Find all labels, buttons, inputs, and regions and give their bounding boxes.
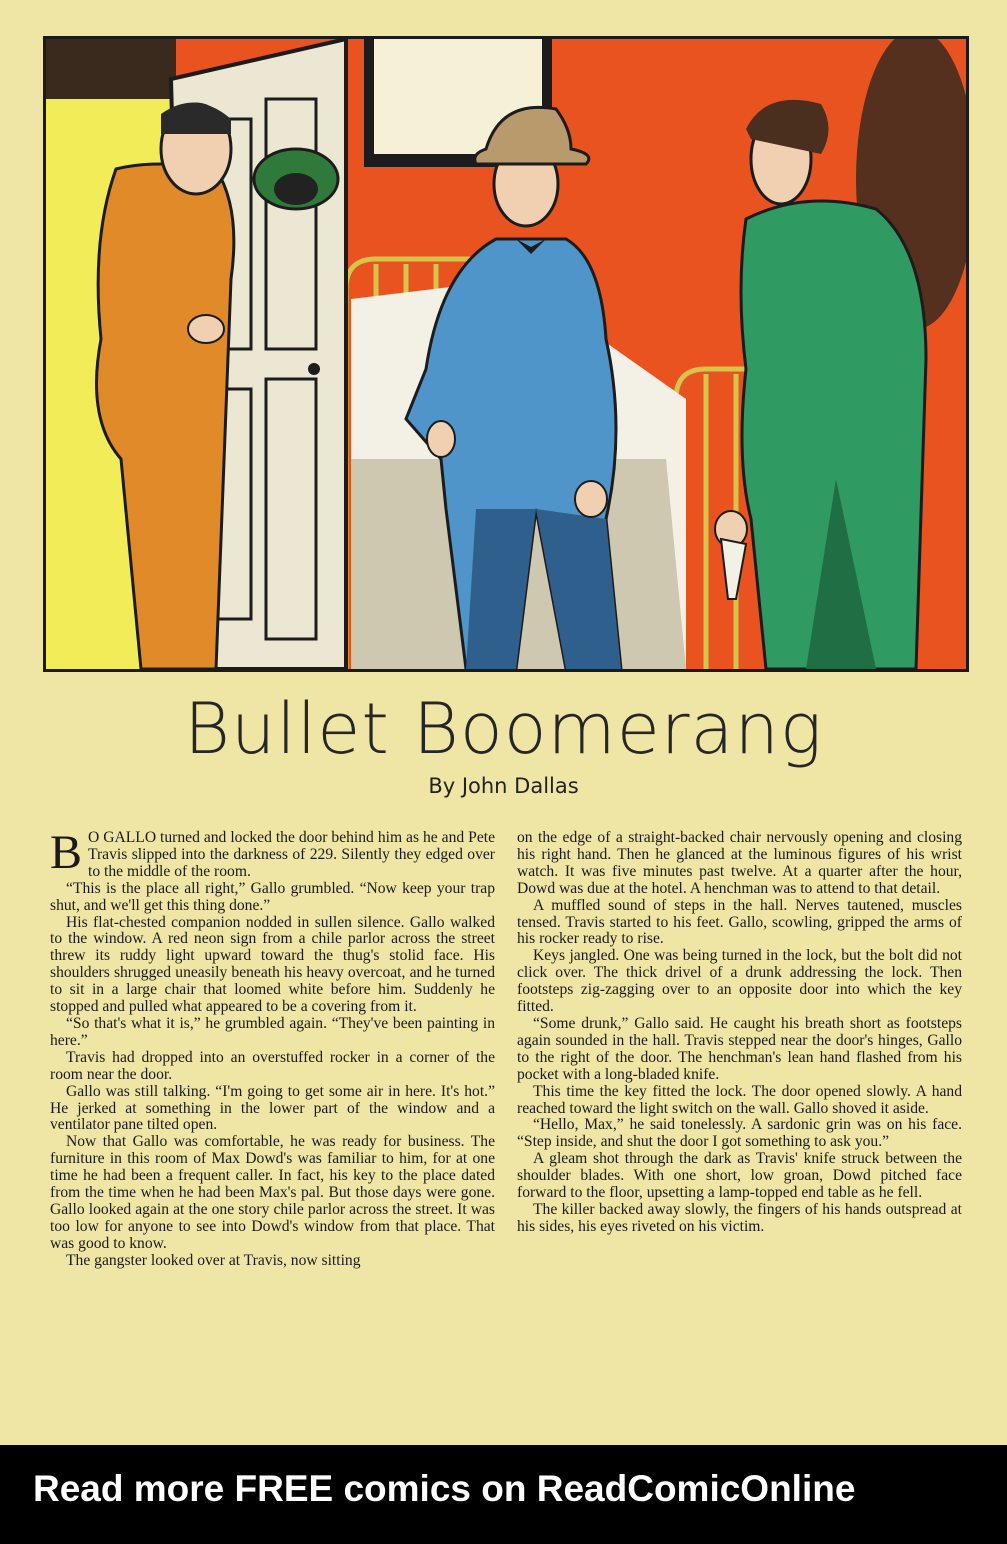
story-illustration bbox=[43, 36, 969, 672]
paragraph: Now that Gallo was comfortable, he was ready for business. The furniture in this room of Max Dowd's was familiar to him, for at one time he had been a frequent caller. In fact, his key to the place dated from the time when he had been Max's pal. But those days were gone. Gallo looked again at the one story chile parlor across the street. It was too low for anyone to see into Dowd's window from that place. That was good to know. bbox=[50, 1133, 495, 1252]
left-text-column bbox=[50, 826, 495, 1270]
paragraph: “Hello, Max,” he said tonelessly. A sardonic grin was on his face. “Step inside, and shut the door I got something to ask you.” bbox=[517, 1116, 962, 1151]
paragraph: A gleam shot through the dark as Travis' knife struck between the shoulder blades. With one short, low groan, Dowd pitched face forward to the floor, upsetting a lamp-topped end table as he fell. bbox=[517, 1150, 962, 1202]
paragraph: “Some drunk,” Gallo said. He caught his breath short as footsteps again sounded in the hall. Travis stepped near the door's hinges, Gallo to the right of the door. The henchman's lean hand flashed from his pocket with a long-bladed knife. bbox=[517, 1014, 962, 1083]
paragraph: Keys jangled. One was being turned in the lock, but the bolt did not click over. The thick drivel of a drunk addressing the lock. Then footsteps zig-zagging over to an opposite door into which the key fitted. bbox=[517, 947, 962, 1016]
paragraph: Travis had dropped into an overstuffed rocker in a corner of the room near the door. bbox=[50, 1048, 495, 1083]
drop-cap: B bbox=[50, 826, 83, 879]
paragraph: “This is the place all right,” Gallo grumbled. “Now keep your trap shut, and we'll get this thing done.” bbox=[50, 879, 495, 914]
paragraph: This time the key fitted the lock. The door opened slowly. A hand reached toward the light switch on the wall. Gallo shoved it aside. bbox=[517, 1082, 962, 1117]
paragraph: The killer backed away slowly, the fingers of his hands outspread at his sides, his eyes riveted on his victim. bbox=[517, 1200, 962, 1235]
paragraph: on the edge of a straight-backed chair nervously opening and closing his right hand. Then he glanced at the luminous figures of his wrist watch. It was five minutes past twelve. At a quarter after the hour, Dowd was due at the hotel. A henchman was to attend to that detail. bbox=[517, 829, 962, 897]
held-hat bbox=[254, 149, 338, 209]
paragraph: Gallo was still talking. “I'm going to get some air in here. It's hot.” He jerked at something in the lower part of the window and a ventilator pane tilted open. bbox=[50, 1082, 495, 1134]
story-title: Bullet Boomerang bbox=[184, 688, 823, 770]
paragraph: His flat-chested companion nodded in sullen silence. Gallo walked to the window. A red neon sign from a chile parlor across the street threw its ruddy light upward toward the thug's stolid face. His shoulders shrugged uneasily beneath his heavy overcoat, and he turned to sit in a large chair that loomed white before him. Suddenly he stopped and pulled what appeared to be a covering from it. bbox=[50, 913, 495, 1016]
story-byline: By John Dallas bbox=[428, 774, 579, 798]
paragraph: B O GALLO turned and locked the door behind him as he and Pete Travis slipped into the darkness of 229. Silently they edged over to the middle of the room. bbox=[50, 826, 495, 880]
paragraph: “So that's what it is,” he grumbled again. “They've been painting in here.” bbox=[50, 1014, 495, 1049]
paragraph: A muffled sound of steps in the hall. Nerves tautened, muscles tensed. Travis started to his feet. Gallo, scowling, gripped the arms of his rocker ready to rise. bbox=[517, 896, 962, 948]
footer-banner-link[interactable]: Read more FREE comics on ReadComicOnline bbox=[33, 1468, 856, 1509]
right-text-column bbox=[517, 830, 962, 1236]
paragraph: The gangster looked over at Travis, now sitting bbox=[66, 1251, 361, 1269]
